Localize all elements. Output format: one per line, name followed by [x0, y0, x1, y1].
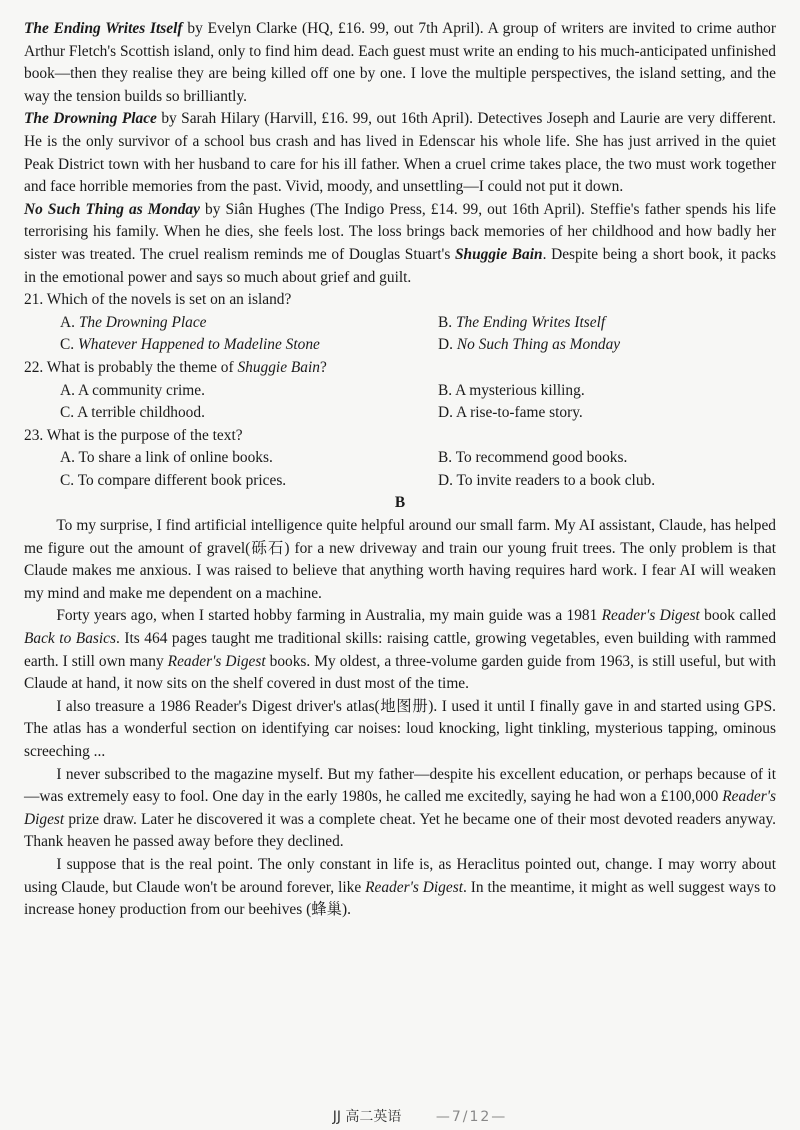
question-21: 21. Which of the novels is set on an island?: [24, 291, 292, 309]
option-a[interactable]: A. A community crime.: [60, 381, 205, 399]
passage-paragraph-2: Forty years ago, when I started hobby farming in Australia, my main guide was a 1981 Reader's Digest book called Back to Basics. Its 464 pages taught me traditional skills: raising cattle, growing vegetables, even building with rammed earth. I still own many Reader's Digest books. My oldest, a three-volume garden guide from 1963, is still useful, but with Claude at hand, it now sits on the shelf covered in dust most of the time.: [24, 607, 777, 693]
review-text: . Despite being a short book, it packs in the emotional power and says so much about grief and guilt.: [24, 245, 776, 286]
passage-paragraph-5: I suppose that is the real point. The only constant in life is, as Heraclitus pointed out, change. I may worry about using Claude, but Claude won't be around forever, like Reader's Digest. In the meantime, it might as well suggest ways to increase honey production from our beehives (蜂巢).: [24, 855, 776, 919]
option-b[interactable]: B. The Ending Writes Itself: [438, 313, 606, 331]
question-22-options: [24, 380, 776, 425]
page-footer: [0, 1106, 800, 1126]
option-c[interactable]: C. A terrible childhood.: [60, 404, 205, 422]
option-c[interactable]: C. Whatever Happened to Madeline Stone: [60, 336, 320, 354]
option-a[interactable]: A. To share a link of online books.: [60, 449, 273, 467]
question-22: 22. What is probably the theme of Shuggie Bain?: [24, 358, 327, 376]
option-b[interactable]: B. A mysterious killing.: [438, 381, 585, 399]
question-21-options: [24, 312, 776, 357]
review-text: by Evelyn Clarke (HQ, £16. 99, out 7th April). A group of writers are invited to crime author Arthur Fletch's Scottish island, only to find him dead. Each guest must write an ending to his much-anticipated unfinished book—then they realise they are being killed off one by one. I love the multiple perspectives, the island setting, and the way the tension builds so brilliantly.: [24, 20, 776, 105]
book-title: No Such Thing as Monday: [24, 200, 200, 218]
book-title: The Drowning Place: [24, 110, 157, 128]
page-number: —7/12—: [435, 1109, 508, 1125]
passage-paragraph-4: I never subscribed to the magazine myself. But my father—despite his excellent education, or perhaps because of it—was extremely easy to fool. One day in the early 1980s, he called me excitedly, saying he had won a £100,000 Reader's Digest prize draw. Later he discovered it was a complete cheat. Yet he became one of their most devoted readers anyway. Thank heaven he passed away before they declined.: [24, 765, 776, 851]
option-c[interactable]: C. To compare different book prices.: [60, 471, 287, 489]
option-d[interactable]: D. To invite readers to a book club.: [438, 471, 656, 489]
review-ending-writes-itself: [24, 18, 776, 108]
book-title: The Ending Writes Itself: [24, 20, 183, 37]
footer-label: JJ 高二英语: [332, 1109, 402, 1125]
option-d[interactable]: D. A rise-to-fame story.: [438, 404, 583, 422]
review-text: by Sarah Hilary (Harvill, £16. 99, out 16th April). Detectives Joseph and Laurie are very different. He is the only survivor of a school bus crash and has lived in Edenscar his whole life. She has just arrived in the quiet Peak District town with her husband to care for his ill father. When a cruel crime takes place, the two must work together and face horrible memories from the past. Vivid, moody, and unsettling—I could not put it down.: [24, 110, 776, 196]
passage-paragraph-1: To my surprise, I find artificial intelligence quite helpful around our small farm. My AI assistant, Claude, has helped me figure out the amount of gravel(砾石) for a new driveway and train our young fruit trees. The only problem is that Claude makes me anxious. I was raised to believe that anything worth having requires hard work. I fear AI will weaken my mind and make me dependent on a machine.: [24, 517, 776, 602]
question-23-options: [24, 447, 776, 492]
option-d[interactable]: D. No Such Thing as Monday: [438, 336, 621, 354]
option-a[interactable]: A. The Drowning Place: [60, 313, 207, 331]
passage-paragraph-3: I also treasure a 1986 Reader's Digest driver's atlas(地图册). I used it until I finally gave in and started using GPS. The atlas has a wonderful section on identifying car noises: loud knocking, light tinkling, mysterious tapping, ominous screeching ...: [24, 697, 776, 760]
question-23: 23. What is the purpose of the text?: [24, 426, 243, 444]
review-no-such-thing-as-monday: [24, 199, 776, 289]
section-heading: B: [394, 494, 406, 512]
review-drowning-place: [24, 108, 776, 198]
review-text: by Siân Hughes (The Indigo Press, £14. 99, out 16th April). Steffie's father spends his life terrorising his family. When he dies, she feels lost. The loss brings back memories of her childhood and how badly her sister was treated. The cruel realism reminds me of Douglas Stuart's: [24, 200, 776, 263]
option-b[interactable]: B. To recommend good books.: [438, 449, 628, 467]
referenced-title: Shuggie Bain: [454, 245, 543, 263]
